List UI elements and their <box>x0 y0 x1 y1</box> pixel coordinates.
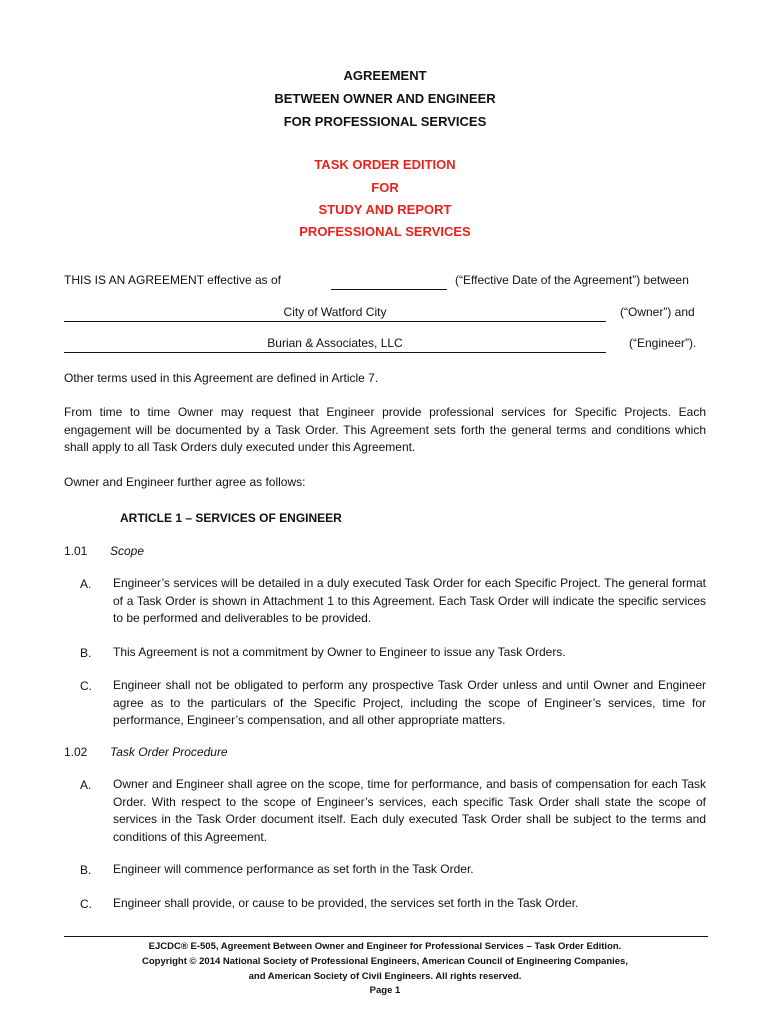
item-letter: B. <box>80 863 92 877</box>
title-line-1: AGREEMENT <box>343 68 427 83</box>
item-text: This Agreement is not a commitment by Owner to Engineer to issue any Task Orders. <box>113 645 566 659</box>
subtitle-line-4: PROFESSIONAL SERVICES <box>299 224 471 239</box>
footer-line-2: Copyright © 2014 National Society of Professional Engineers, American Council of Engineering Companies, <box>142 956 628 967</box>
effective-date-blank <box>331 289 447 290</box>
item-letter: A. <box>80 577 92 591</box>
item-text: Owner and Engineer shall agree on the scope, time for performance, and basis of compensation for each Task Order. With respect to the scope of Engineer’s services, each specific Task Order shall state the scope of services in the Task Order document itself. Each duly executed Task Order shall be subject to the terms and conditions of this Agreement. <box>113 777 706 844</box>
subtitle-line-1: TASK ORDER EDITION <box>314 157 456 172</box>
section-1-01-title: Scope <box>110 544 145 558</box>
engineer-name: Burian & Associates, LLC <box>267 336 403 350</box>
section-1-01-number: 1.01 <box>64 544 88 558</box>
footer-line-1: EJCDC® E-505, Agreement Between Owner and Engineer for Professional Services – Task Order Edition. <box>148 941 622 952</box>
item-text: Engineer shall not be obligated to perform any prospective Task Order unless and until Owner and Engineer agree as to the particulars of the Specific Project, including the scope of Engineer’s services, time for performance, Engineer’s compensation, and all other appropriate matters. <box>113 678 706 727</box>
article-1-heading: ARTICLE 1 – SERVICES OF ENGINEER <box>120 511 342 525</box>
owner-name: City of Watford City <box>283 305 387 319</box>
section-1-02-title: Task Order Procedure <box>110 745 228 759</box>
engineer-suffix: (“Engineer”). <box>629 336 697 350</box>
paragraph-definitions: Other terms used in this Agreement are defined in Article 7. <box>64 371 379 385</box>
item-letter: A. <box>80 778 92 792</box>
title-line-3: FOR PROFESSIONAL SERVICES <box>283 114 487 129</box>
subtitle-line-3: STUDY AND REPORT <box>318 202 452 217</box>
item-text: Engineer’s services will be detailed in a duly executed Task Order for each Specific Project. The general format of a Task Order is shown in Attachment 1 to this Agreement. Each Task Order will indicate the specific services to be performed and deliverables to be provided. <box>113 576 706 625</box>
subtitle-line-2: FOR <box>371 180 399 195</box>
title-line-2: BETWEEN OWNER AND ENGINEER <box>274 91 496 106</box>
paragraph-task-orders: From time to time Owner may request that Engineer provide professional services for Specific Projects. Each engagement will be documented by a Task Order. This Agreement sets forth the general terms and conditions which shall apply to all Task Orders duly executed under this Agreement. <box>64 405 706 454</box>
effective-date-suffix: (“Effective Date of the Agreement”) between <box>455 273 689 287</box>
item-text: Engineer shall provide, or cause to be provided, the services set forth in the Task Order. <box>113 896 579 910</box>
section-1-02-number: 1.02 <box>64 745 88 759</box>
owner-suffix: (“Owner”) and <box>620 305 695 319</box>
engineer-name-underline <box>64 352 606 353</box>
item-text: Engineer will commence performance as set forth in the Task Order. <box>113 862 474 876</box>
item-letter: C. <box>80 897 92 911</box>
page-number: Page 1 <box>369 985 401 996</box>
agreement-intro: THIS IS AN AGREEMENT effective as of <box>64 273 281 287</box>
footer-line-3: and American Society of Civil Engineers. All rights reserved. <box>248 971 522 982</box>
owner-name-underline <box>64 321 606 322</box>
footer-divider <box>64 936 708 937</box>
item-letter: C. <box>80 679 92 693</box>
item-letter: B. <box>80 646 92 660</box>
paragraph-agree: Owner and Engineer further agree as follows: <box>64 475 306 489</box>
